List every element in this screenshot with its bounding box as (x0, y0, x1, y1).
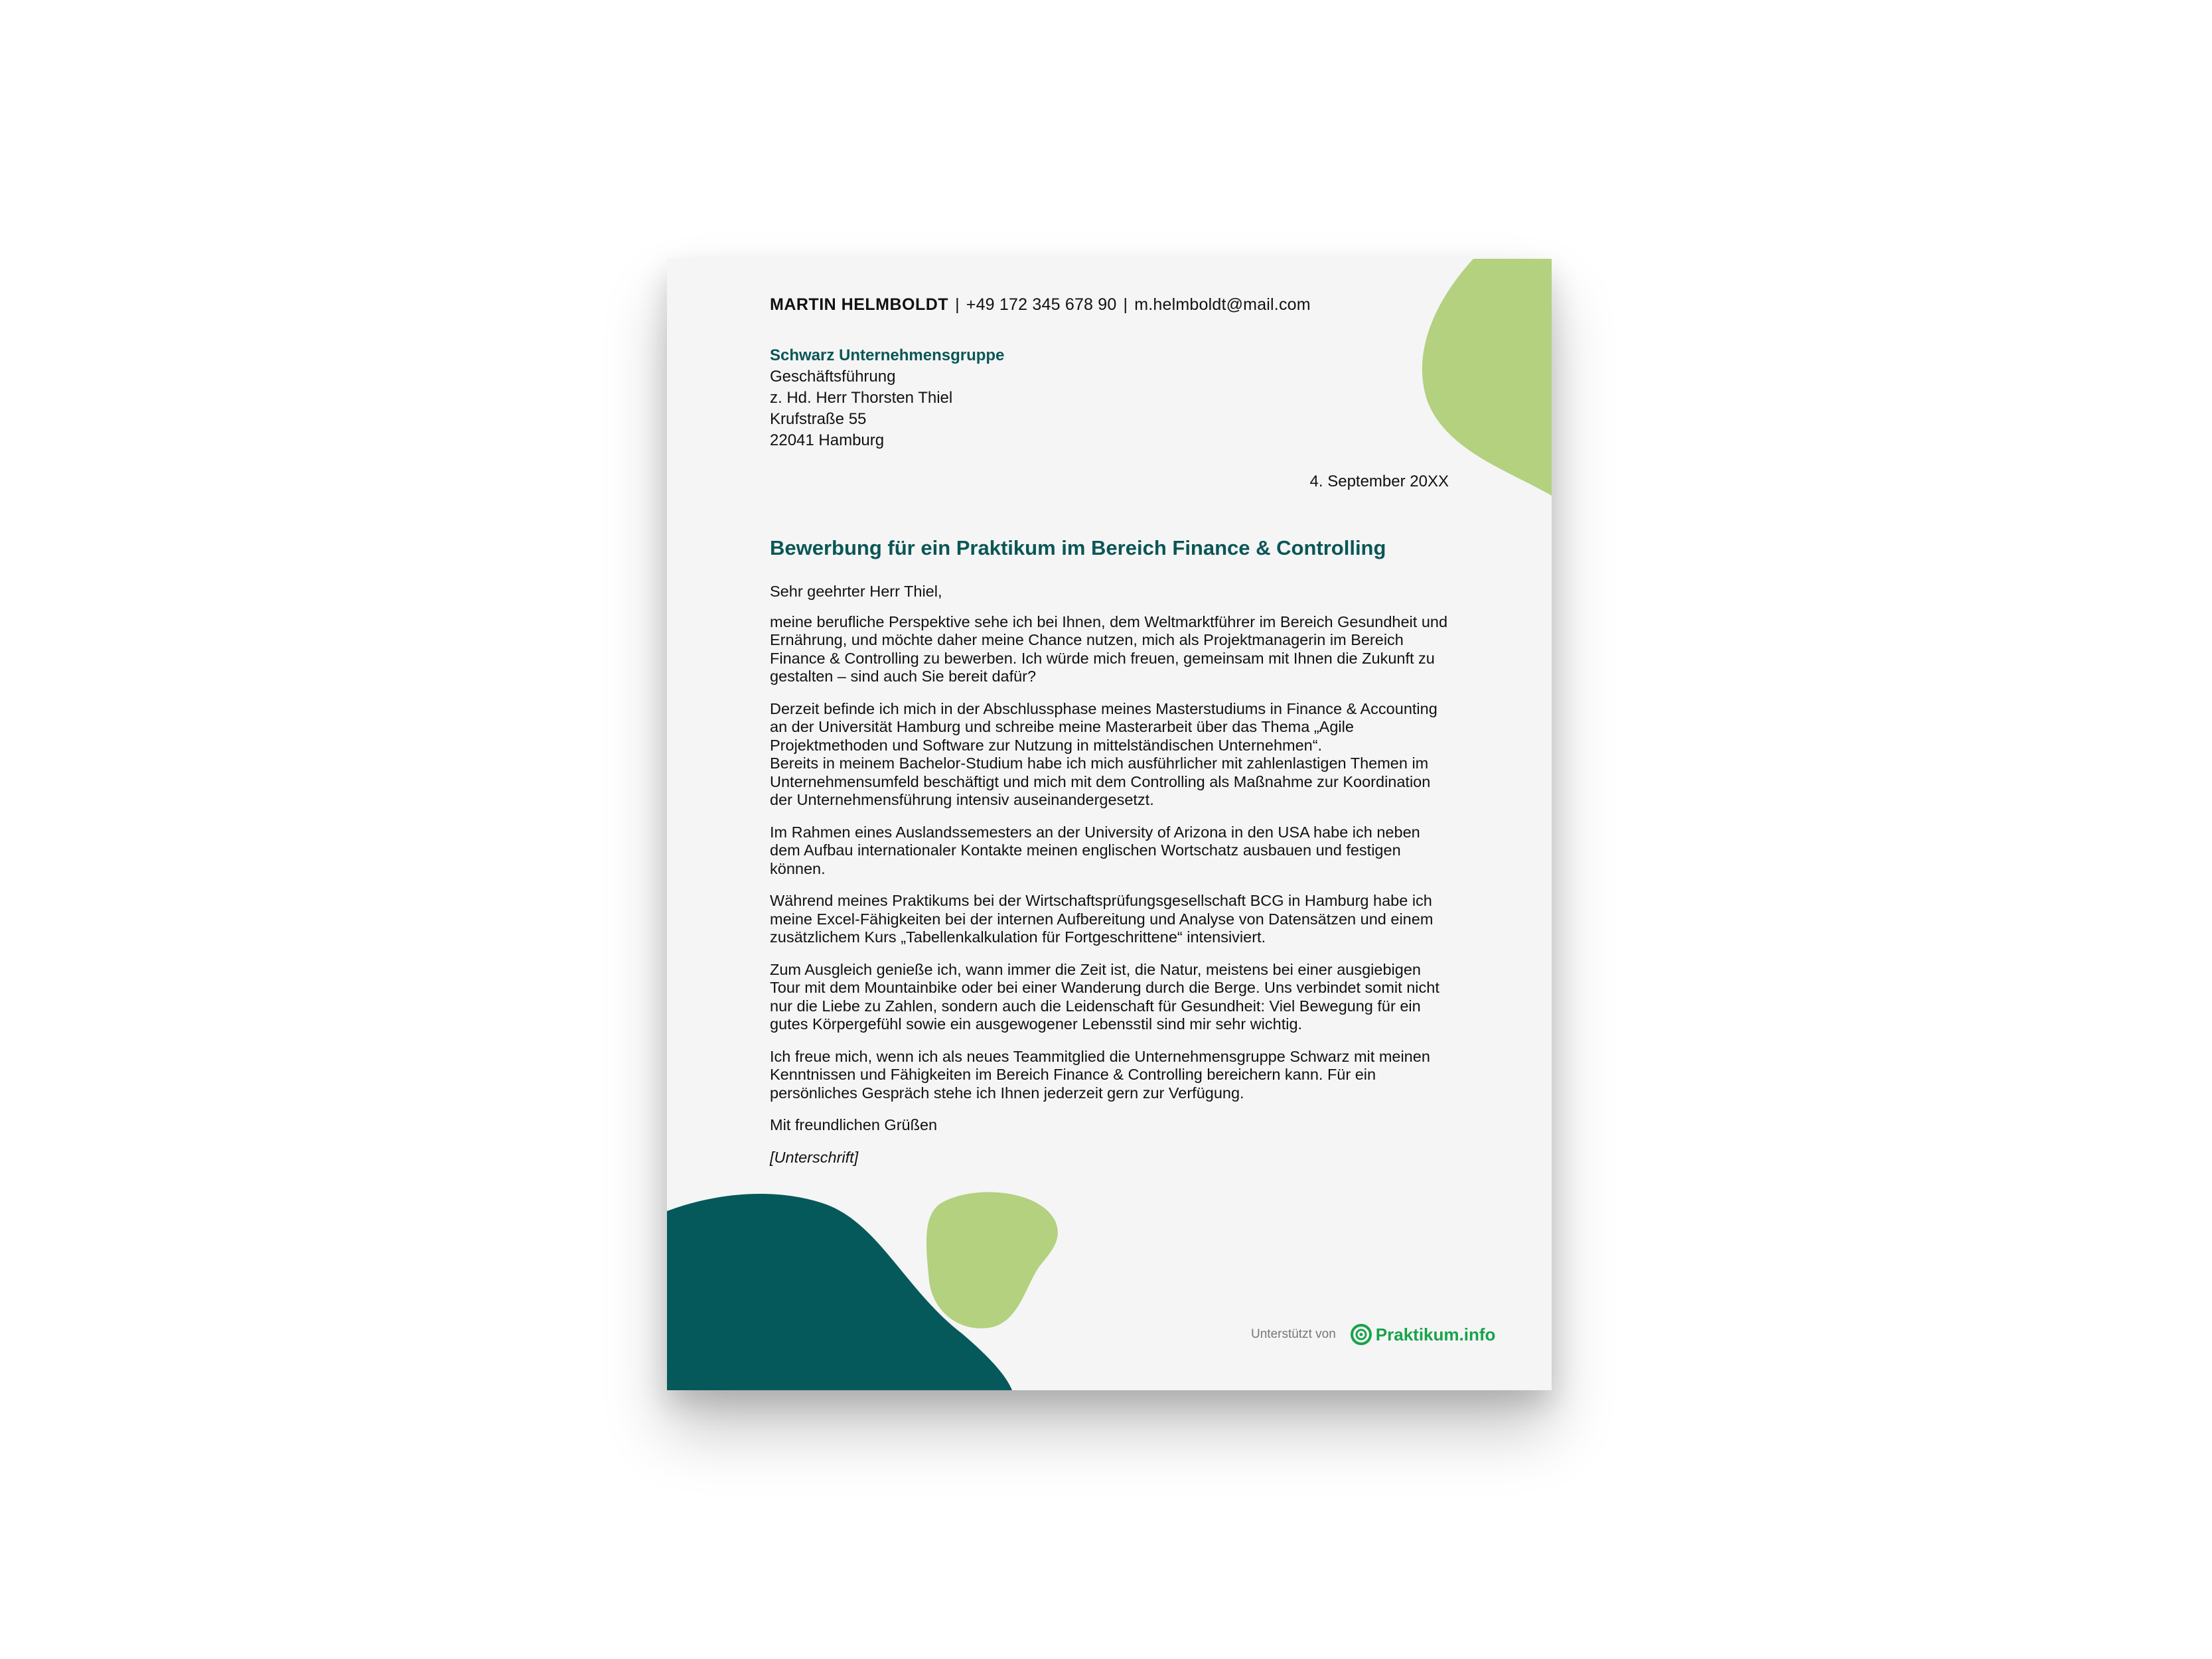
paragraph: Im Rahmen eines Auslandssemesters an der University of Arizona in den USA habe ich neben dem Aufbau internationaler Kontakte meinen englischen Wortschatz ausbauen und festigen können. (770, 823, 1420, 877)
paragraph: meine berufliche Perspektive sehe ich bei Ihnen, dem Weltmarktführer im Bereich Gesundheit und Ernährung, und möchte daher meine Chance nutzen, mich als Projektmanagerin im Bereich Finance & Controlling zu bewerben. Ich würde mich freuen, gemeinsam mit Ihnen die Zukunft zu gestalten – sind auch Sie bereit dafür? (770, 613, 1448, 685)
supported-by-footer (1251, 1324, 1495, 1345)
separator: | (955, 295, 960, 314)
praktikum-logo-icon (1351, 1324, 1372, 1345)
sender-name: MARTIN HELMBOLDT (770, 295, 949, 314)
closing: Mit freundlichen Grüßen (770, 1116, 938, 1133)
top-right-green-blob (1422, 259, 1552, 496)
paragraph: Derzeit befinde ich mich in der Abschlussphase meines Masterstudiums in Finance & Accounting an der Universität Hamburg und schreibe meine Masterarbeit über das Thema „Agile Projektmethoden und Software zur Nutzung in mittelständischen Unternehmen“. (770, 699, 1438, 754)
signature-placeholder: [Unterschrift] (770, 1148, 859, 1166)
paragraph: Zum Ausgleich genieße ich, wann immer die Zeit ist, die Natur, meistens bei einer ausgiebigen Tour mit dem Mountainbike oder bei einer Wanderung durch die Berge. Uns verbindet somit nicht nur die Liebe zu Zahlen, sondern auch die Leidenschaft für Gesundheit: Viel Bewegung für ein gutes Körpergefühl sowie ein ausgewogener Lebensstil sind mir sehr wichtig. (770, 960, 1439, 1033)
sender-email: m.helmboldt@mail.com (1134, 295, 1311, 314)
letter-body (770, 583, 1453, 1181)
salutation: Sehr geehrter Herr Thiel, (770, 583, 942, 600)
bottom-green-blob (926, 1192, 1058, 1328)
letter-date: 4. September 20XX (1309, 472, 1449, 490)
recipient-address (770, 345, 1004, 451)
recipient-attention: z. Hd. Herr Thorsten Thiel (770, 389, 953, 407)
praktikum-brand-link[interactable]: Praktikum.info (1375, 1324, 1496, 1344)
supported-by-label: Unterstützt von (1251, 1327, 1336, 1341)
recipient-company: Schwarz Unternehmensgruppe (770, 346, 1005, 364)
letter-page (667, 259, 1552, 1390)
paragraph: Während meines Praktikums bei der Wirtschaftsprüfungsgesellschaft BCG in Hamburg habe ich meine Excel-Fähigkeiten bei der internen Aufbereitung und Analyse von Datensätzen und einem zusätzlichem Kurs „Tabellenkalkulation für Fortgeschrittene“ intensiviert. (770, 892, 1434, 946)
recipient-street: Krufstraße 55 (770, 410, 867, 428)
sender-line (770, 295, 1311, 315)
sender-phone: +49 172 345 678 90 (966, 295, 1117, 314)
recipient-department: Geschäftsführung (770, 368, 896, 386)
paragraph: Bereits in meinem Bachelor-Studium habe ich mich ausführlicher mit zahlenlastigen Themen im Unternehmensumfeld beschäftigt und mich mit dem Controlling als Maßnahme zur Koordination der Unternehmensführung intensiv auseinandergesetzt. (770, 755, 1431, 808)
paragraph: Ich freue mich, wenn ich als neues Teammitglied die Unternehmensgruppe Schwarz mit meinen Kenntnissen und Fähigkeiten im Bereich Finance & Controlling bereichern kann. Für ein persönliches Gespräch stehe ich Ihnen jederzeit gern zur Verfügung. (770, 1047, 1430, 1102)
letter-subject: Bewerbung für ein Praktikum im Bereich Finance & Controlling (770, 536, 1386, 559)
recipient-city: 22041 Hamburg (770, 431, 885, 449)
separator: | (1123, 295, 1128, 314)
